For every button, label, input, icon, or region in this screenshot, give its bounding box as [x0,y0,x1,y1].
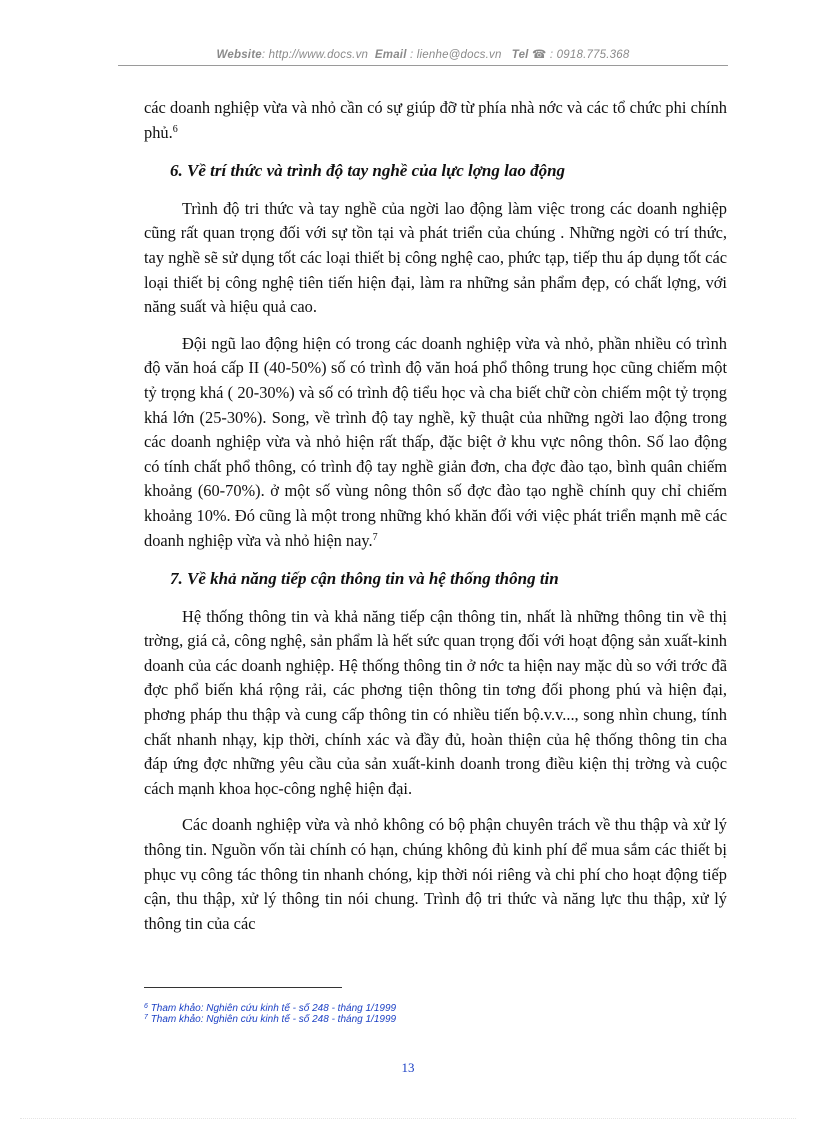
footnote-ref-7[interactable]: 7 [372,531,378,543]
header-email-link[interactable]: : lienhe@docs.vn [406,49,502,61]
section-heading-6: 6. Về trí thức và trình độ tay nghề của lực lợng lao động [170,161,566,181]
footnote-text: Tham khảo: Nghiên cứu kinh tế - số 248 - tháng 1/1999 [150,1014,397,1025]
section-6-paragraph-1: Trình độ tri thức và tay nghề của ngời lao động làm việc trong các doanh nghiệp cũng rất quan trọng đối với sự tồn tại và phát triển của chúng . Những ngời có trí thức, tay nghề sẽ sử dụng tốt các loại thiết bị công nghệ cao, phức tạp, tiếp thu áp dụng tốt các loại thiết bị công nghệ tiên tiến hiện đại, làm ra những sản phẩm đẹp, có chất lợng, với năng suất và hiệu quả cao. [144,198,727,317]
header-divider [118,65,728,66]
footnote-separator [144,987,342,988]
intro-paragraph [144,96,727,145]
header-tel-value: ☎ : 0918.775.368 [528,49,630,61]
footnote-text: Tham khảo: Nghiên cứu kinh tế - số 248 - tháng 1/1999 [150,1003,397,1014]
intro-paragraph-text: các doanh nghiệp vừa và nhỏ cần có sự giúp đỡ từ phía nhà nớc và các tổ chức phi chính phủ. [144,98,727,142]
section-7-paragraph-1: Hệ thống thông tin và khả năng tiếp cận thông tin, nhất là những thông tin về thị trờng, giá cả, công nghệ, sản phẩm là hết sức quan trọng đối với hoạt động sản xuất-kinh doanh của các doanh nghiệp. Hệ thống thông tin ở nớc ta hiện nay mặc dù so với trớc đã đợc phổ biến khá rộng rải, các phơng tiện thông tin tơng đối phong phú và hiện đại, phơng pháp thu thập và cung cấp thông tin có nhiều tiến bộ.v.v..., song nhìn chung, tính chất nhanh nhạy, kịp thời, chính xác và đầy đủ, hoàn thiện của hệ thống thông tin cha đáp ứng đợc những yêu cầu của sản xuất-kinh doanh trong điều kiện thị trờng và cuộc cách mạnh khoa học-công nghệ hiện đại. [144,606,727,798]
header-email-label: Email [374,49,407,61]
paragraph-spacer [144,801,727,813]
header-website-label: Website [216,49,262,61]
section-7-paragraph-2: Các doanh nghiệp vừa và nhỏ không có bộ phận chuyên trách về thu thập và xử lý thông tin. Nguồn vốn tài chính có hạn, chúng không đủ kinh phí để mua sắm các thiết bị phục vụ công tác thông tin nhanh chóng, kịp thời nói riêng và chi phí cho hoạt động tiếp cận, thu thập, xử lý thông tin nói chung. Trình độ tri thức và năng lực thu thập, xử lý thông tin của các [144,815,727,933]
footnote-item [144,1014,644,1025]
footnotes [144,1003,644,1025]
page-bottom-border [20,1118,796,1119]
header-website-link[interactable]: : http://www.docs.vn [261,49,369,61]
footnote-ref-6[interactable]: 6 [172,123,178,135]
section-6-paragraph-2-text: Đội ngũ lao động hiện có trong các doanh nghiệp vừa và nhỏ, phần nhiều có trình độ văn hoá cấp II (40-50%) số có trình độ văn hoá phổ thông trung học cũng chiếm một tỷ trọng khá ( 20-30%) và số có trình độ tiểu học và cha biết chữ còn chiếm một tỷ trọng khá lớn (25-30%). Song, về trình độ tay nghề, kỹ thuật của những ngời lao động trong các doanh nghiệp vừa và nhỏ hiện rất thấp, đặc biệt ở khu vực nông thôn. Số lao động có tính chất phổ thông, có trình độ tay nghề giản đơn, cha đợc đào tạo, bình quân chiếm khoảng (60-70%). ở một số vùng nông thôn số đợc đào tạo nghề chính quy chỉ chiếm khoảng 10%. Đó cũng là một trong những khó khăn đối với việc phát triển mạnh mẽ các doanh nghiệp vừa và nhỏ hiện nay. [144,333,727,550]
paragraph-spacer [144,320,727,332]
page-number: 13 [401,1060,415,1075]
footnote-item [144,1003,644,1014]
footnote-mark: 6 [144,1003,148,1010]
page-header [118,47,728,61]
section-6-paragraph-2 [144,332,727,553]
footnote-mark: 7 [144,1014,148,1021]
header-tel-label: Tel [511,49,529,61]
document-body [144,96,727,936]
section-heading-7: 7. Về khả năng tiếp cận thông tin và hệ thống thông tin [170,569,559,589]
